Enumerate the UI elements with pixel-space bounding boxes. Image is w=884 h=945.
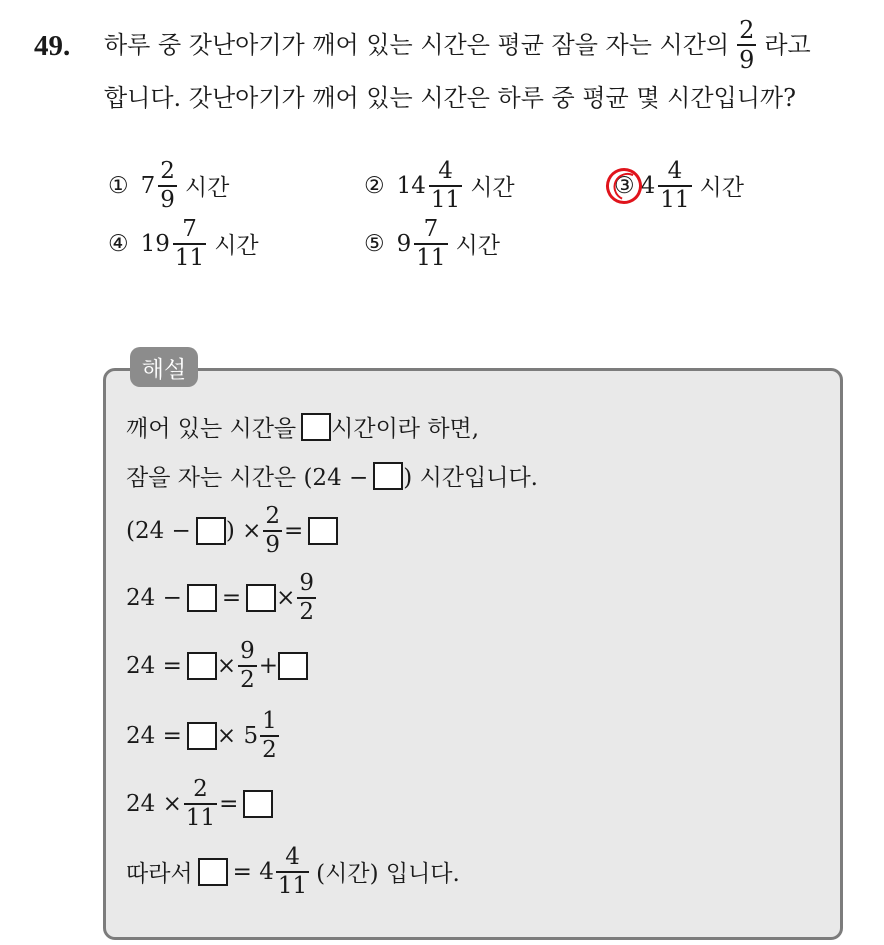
fraction-denominator: 9: [739, 45, 755, 74]
solution-fraction: [238, 640, 257, 692]
solution-text: ×: [276, 584, 296, 611]
option-marker: ③: [614, 172, 635, 199]
blank-box: [196, 517, 226, 545]
solution-text: 24 =: [126, 652, 182, 679]
fraction-denominator: 11: [416, 244, 446, 271]
fraction-numerator: 2: [739, 16, 755, 45]
option-unit: 시간: [470, 175, 515, 202]
solution-text: (24 −: [126, 517, 191, 544]
question-text-tail: 라고: [764, 31, 811, 59]
solution-text: × 5: [216, 722, 259, 749]
fraction-numerator: 2: [193, 776, 208, 802]
solution-text: 24 −: [126, 584, 182, 611]
option-unit: 시간: [699, 175, 744, 202]
solution-fraction: [276, 846, 309, 898]
fraction-numerator: 7: [423, 216, 439, 242]
fraction-denominator: 9: [265, 531, 281, 558]
option-fraction: [414, 218, 447, 270]
option-marker: ④: [108, 230, 129, 257]
option-whole: 7: [140, 172, 156, 199]
question-line-1: [104, 18, 811, 72]
solution-text: =: [221, 584, 242, 611]
fraction-denominator: 2: [299, 598, 315, 625]
solution-fraction: [184, 778, 217, 830]
option-whole: 4: [640, 172, 656, 199]
option-5[interactable]: [364, 218, 500, 270]
option-whole: 9: [396, 230, 412, 257]
solution-line-7: [126, 778, 273, 830]
option-marker: ①: [108, 172, 129, 199]
blank-box: [187, 584, 217, 612]
solution-line-1: [126, 410, 479, 443]
solution-text: 따라서: [126, 861, 193, 888]
blank-box: [373, 462, 403, 490]
question-number: 49.: [34, 30, 71, 62]
solution-line-4: [126, 572, 318, 624]
solution-fraction: [263, 505, 282, 557]
option-whole: 19: [140, 230, 170, 257]
fraction-numerator: 4: [285, 844, 300, 870]
fraction-denominator: 2: [262, 736, 277, 763]
blank-box: [243, 790, 273, 818]
solution-text: ×: [216, 652, 237, 679]
blank-box: [198, 858, 228, 886]
option-fraction: [658, 160, 691, 212]
fraction-denominator: 11: [174, 244, 205, 271]
solution-text: 잠을 자는 시간은 (24 −: [126, 465, 369, 491]
solution-text: ) ×: [225, 517, 262, 544]
solution-text: =: [219, 790, 239, 817]
option-whole: 14: [396, 172, 426, 199]
solution-fraction: [297, 572, 316, 624]
solution-text: ) 시간입니다.: [403, 465, 538, 491]
fraction-denominator: 11: [277, 872, 308, 899]
solution-line-6: [126, 710, 281, 762]
fraction-numerator: 1: [262, 708, 277, 734]
fraction-numerator: 4: [667, 158, 683, 184]
option-fraction: [429, 160, 462, 212]
fraction-numerator: 9: [299, 570, 315, 596]
solution-text: 24 ×: [126, 790, 182, 817]
fraction-denominator: 9: [160, 186, 175, 213]
fraction-numerator: 7: [182, 216, 197, 242]
fraction-numerator: 2: [160, 158, 175, 184]
blank-box: [301, 413, 331, 441]
option-marker: ②: [364, 172, 385, 199]
solution-tag: 해설: [130, 347, 198, 387]
solution-text: = 4: [232, 858, 274, 885]
blank-box: [187, 652, 217, 680]
option-fraction: [173, 218, 206, 270]
question-fraction: [737, 18, 756, 72]
option-fraction: [158, 160, 177, 212]
solution-text: 24 =: [126, 722, 182, 749]
solution-text: 깨어 있는 시간을: [126, 416, 297, 442]
fraction-denominator: 11: [660, 186, 690, 213]
fraction-numerator: 2: [265, 503, 281, 529]
solution-text: (시간) 입니다.: [316, 861, 460, 888]
question-text-1: 하루 중 갓난아기가 깨어 있는 시간은 평균 잠을 자는 시간의: [104, 31, 730, 59]
fraction-denominator: 11: [430, 186, 461, 213]
blank-box: [308, 517, 338, 545]
solution-line-8: [126, 846, 460, 898]
fraction-denominator: 2: [240, 666, 255, 693]
blank-box: [278, 652, 308, 680]
solution-text: +: [258, 652, 279, 679]
solution-fraction: [260, 710, 279, 762]
solution-line-2: [126, 459, 538, 492]
blank-box: [187, 722, 217, 750]
option-unit: 시간: [184, 175, 230, 202]
solution-text: 시간이라 하면,: [331, 416, 480, 442]
option-unit: 시간: [455, 233, 500, 260]
fraction-numerator: 9: [240, 638, 255, 664]
solution-line-5: [126, 640, 308, 692]
option-4[interactable]: [108, 218, 259, 270]
option-2[interactable]: [364, 160, 515, 212]
solution-text: =: [284, 517, 304, 544]
option-unit: 시간: [214, 233, 259, 260]
question-line-2: 합니다. 갓난아기가 깨어 있는 시간은 하루 중 평균 몇 시간입니까?: [104, 84, 796, 112]
fraction-denominator: 11: [185, 804, 216, 831]
fraction-numerator: 4: [438, 158, 453, 184]
option-marker: ⑤: [364, 230, 385, 257]
option-1[interactable]: [108, 160, 229, 212]
blank-box: [246, 584, 276, 612]
solution-line-3: [126, 505, 338, 557]
